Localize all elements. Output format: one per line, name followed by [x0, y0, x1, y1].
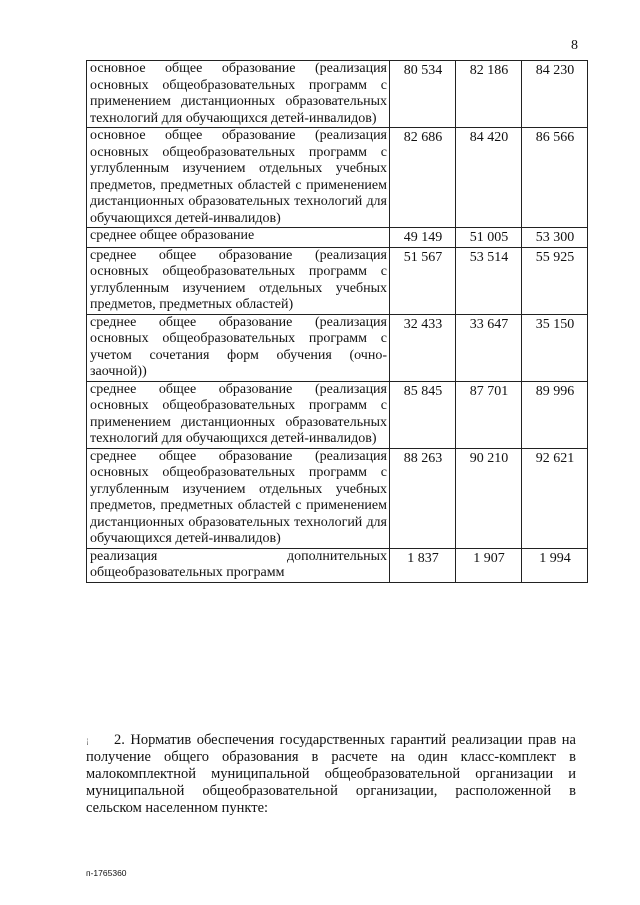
paragraph-indent [86, 732, 114, 749]
value-year-1: 85 845 [390, 381, 456, 448]
row-description: среднее общее образование (реализация основных общеобразовательных программ с углубленным изучением отдельных учебных предметов, предметных областей с применением дистанционных образовательных технологий для обучающихся детей-инвалидов) [87, 448, 390, 548]
value-year-3: 55 925 [522, 247, 588, 314]
value-year-3: 89 996 [522, 381, 588, 448]
value-year-2: 53 514 [456, 247, 522, 314]
value-year-3: 1 994 [522, 548, 588, 582]
table-row [87, 228, 588, 248]
row-description: реализация дополнительных общеобразовательных программ [87, 548, 390, 582]
value-year-1: 51 567 [390, 247, 456, 314]
row-description: среднее общее образование [87, 228, 390, 248]
value-year-1: 80 534 [390, 61, 456, 128]
row-description: основное общее образование (реализация основных общеобразовательных программ с углубленным изучением отдельных учебных предметов, предметных областей с применением дистанционных образовательных технологий для обучающихся детей-инвалидов) [87, 128, 390, 228]
margin-mark: ¡ [86, 735, 89, 746]
row-description: основное общее образование (реализация основных общеобразовательных программ с применением дистанционных образовательных технологий для обучающихся детей-инвалидов) [87, 61, 390, 128]
table-row [87, 381, 588, 448]
value-year-2: 51 005 [456, 228, 522, 248]
table-row [87, 61, 588, 128]
value-year-2: 1 907 [456, 548, 522, 582]
value-year-3: 35 150 [522, 314, 588, 381]
value-year-2: 84 420 [456, 128, 522, 228]
paragraph-text: 2. Норматив обеспечения государственных гарантий реализации прав на получение общего образования в расчете на один класс-комплект в малокомплектной муниципальной общеобразовательной организации и муниципальной общеобразовательной организации, расположенной в сельском населенном пункте: [86, 732, 576, 817]
value-year-2: 82 186 [456, 61, 522, 128]
document-code: п-1765360 [86, 868, 127, 878]
value-year-1: 32 433 [390, 314, 456, 381]
table-row [87, 448, 588, 548]
value-year-1: 88 263 [390, 448, 456, 548]
section-paragraph [86, 732, 576, 817]
value-year-2: 87 701 [456, 381, 522, 448]
value-year-1: 49 149 [390, 228, 456, 248]
table-row [87, 314, 588, 381]
row-description: среднее общее образование (реализация основных общеобразовательных программ с углубленным изучением отдельных учебных предметов, предметных областей) [87, 247, 390, 314]
value-year-3: 53 300 [522, 228, 588, 248]
value-year-3: 86 566 [522, 128, 588, 228]
row-description: среднее общее образование (реализация основных общеобразовательных программ с учетом сочетания форм обучения (очно-заочной)) [87, 314, 390, 381]
value-year-3: 84 230 [522, 61, 588, 128]
value-year-2: 90 210 [456, 448, 522, 548]
value-year-2: 33 647 [456, 314, 522, 381]
normative-table [86, 60, 588, 583]
table-row [87, 128, 588, 228]
value-year-3: 92 621 [522, 448, 588, 548]
table-row [87, 548, 588, 582]
value-year-1: 82 686 [390, 128, 456, 228]
page-number: 8 [571, 38, 578, 53]
table-row [87, 247, 588, 314]
value-year-1: 1 837 [390, 548, 456, 582]
row-description: среднее общее образование (реализация основных общеобразовательных программ с применением дистанционных образовательных технологий для обучающихся детей-инвалидов) [87, 381, 390, 448]
